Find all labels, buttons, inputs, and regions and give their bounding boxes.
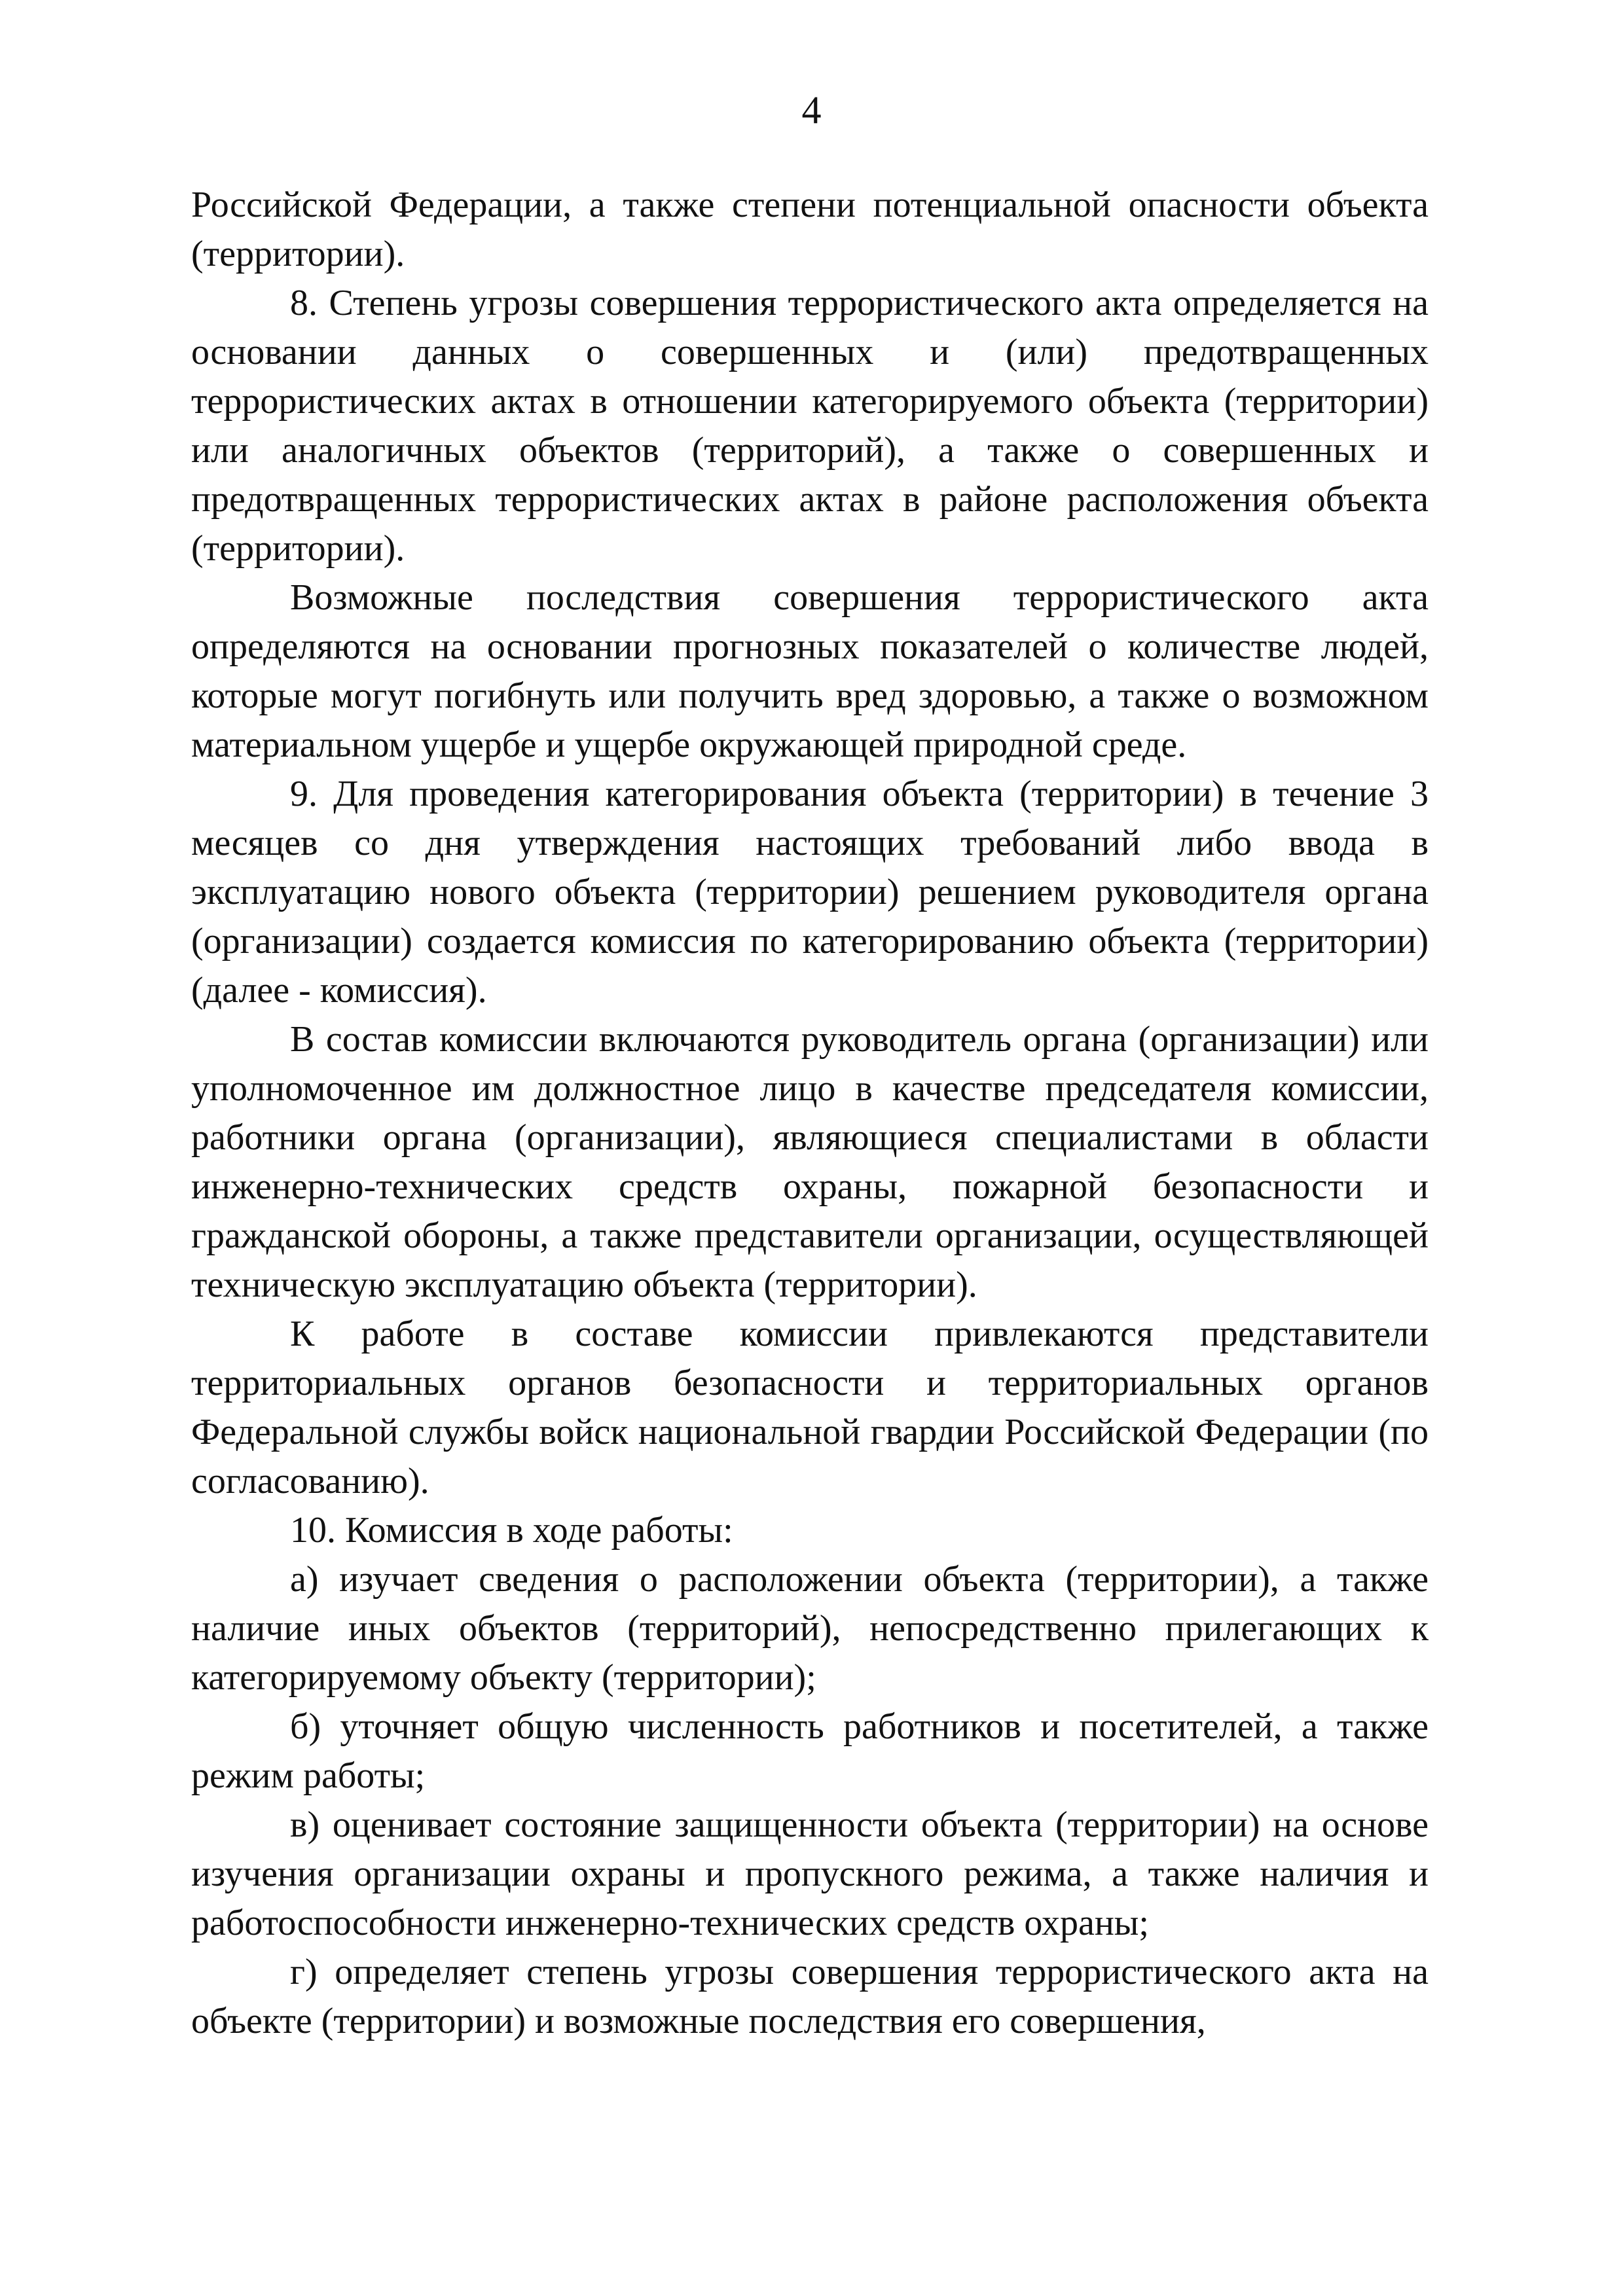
- paragraph-item-10: 10. Комиссия в ходе работы:: [290, 1510, 733, 1551]
- paragraph-item-8: 8. Степень угрозы совершения террористического акта определяется на основании данных о совершенных и (или) предотвращенных террористических актах в отношении категорируемого объекта (территории) или аналогичных объектов (территорий), а также о совершенных и предотвращенных террористических актах в районе расположения объекта (территории).: [191, 283, 1429, 569]
- paragraph-commission-participants: К работе в составе комиссии привлекаются представители территориальных органов безопасности и территориальных органов Федеральной службы войск национальной гвардии Российской Федерации (по согласованию).: [191, 1314, 1429, 1501]
- paragraph-commission-composition: В состав комиссии включаются руководитель органа (организации) или уполномоченное им должностное лицо в качестве председателя комиссии, работники органа (организации), являющиеся специалистами в области инженерно-технических средств охраны, пожарной безопасности и гражданской обороны, а также представители организации, осуществляющей техническую эксплуатацию объекта (территории).: [191, 1019, 1429, 1305]
- list-item-a: а) изучает сведения о расположении объекта (территории), а также наличие иных объектов (территорий), непосредственно прилегающих к категорируемому объекту (территории);: [191, 1559, 1429, 1698]
- list-item-g: г) определяет степень угрозы совершения террористического акта на объекте (территории) и возможные последствия его совершения,: [191, 1952, 1429, 2041]
- list-item-b: б) уточняет общую численность работников и посетителей, а также режим работы;: [191, 1706, 1429, 1796]
- paragraph-consequences: Возможные последствия совершения террористического акта определяются на основании прогнозных показателей о количестве людей, которые могут погибнуть или получить вред здоровью, а также о возможном материальном ущербе и ущербе окружающей природной среде.: [191, 577, 1429, 765]
- page-number: 4: [801, 88, 822, 132]
- paragraph-item-9: 9. Для проведения категорирования объекта (территории) в течение 3 месяцев со дня утверждения настоящих требований либо ввода в эксплуатацию нового объекта (территории) решением руководителя органа (организации) создается комиссия по категорированию объекта (территории) (далее - комиссия).: [191, 774, 1429, 1011]
- list-item-v: в) оценивает состояние защищенности объекта (территории) на основе изучения организации охраны и пропускного режима, а также наличия и работоспособности инженерно-технических средств охраны;: [191, 1804, 1429, 1943]
- document-body: [191, 181, 1429, 2046]
- paragraph-continuation: Российской Федерации, а также степени потенциальной опасности объекта (территории).: [191, 185, 1429, 274]
